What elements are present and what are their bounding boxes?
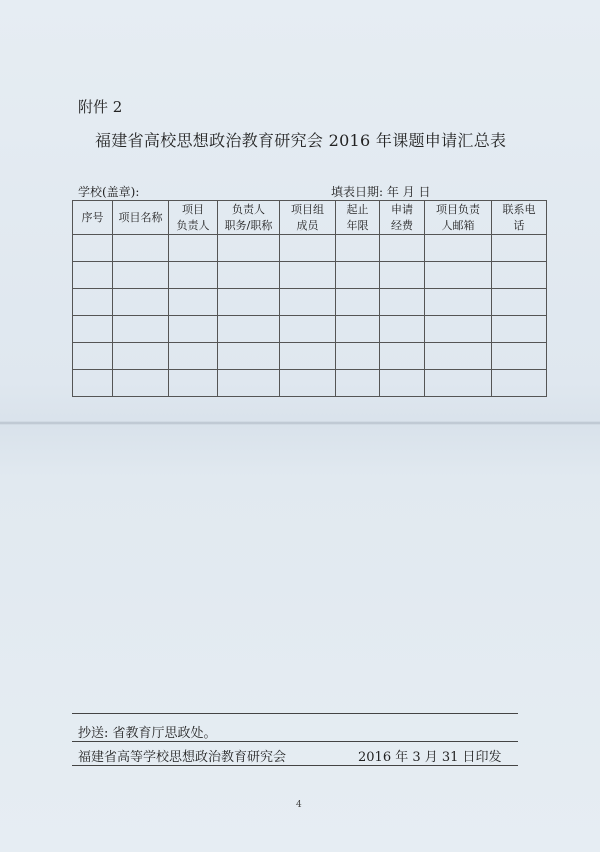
table-cell [425, 370, 492, 397]
table-cell [336, 370, 380, 397]
table-cell [218, 289, 280, 316]
column-header-line: 负责人 [176, 218, 210, 232]
document-title: 福建省高校思想政治教育研究会 2016 年课题申请汇总表 [95, 131, 507, 150]
column-header [218, 201, 280, 235]
table-body [73, 235, 547, 397]
column-header-line: 人邮箱 [441, 218, 475, 232]
column-header [73, 201, 113, 235]
column-header [169, 201, 218, 235]
table-cell [218, 343, 280, 370]
table-cell [336, 289, 380, 316]
table-cell [169, 289, 218, 316]
table-cell [425, 262, 492, 289]
table-cell [169, 370, 218, 397]
table-cell [492, 343, 547, 370]
table-cell [218, 370, 280, 397]
table-row [73, 289, 547, 316]
table-cell [380, 316, 425, 343]
table-cell [425, 289, 492, 316]
table-header-row [73, 201, 547, 235]
table-cell [425, 316, 492, 343]
table-cell [380, 343, 425, 370]
column-header-line: 序号 [81, 210, 104, 224]
table-cell [113, 262, 169, 289]
table-cell [218, 235, 280, 262]
table-row [73, 370, 547, 397]
table-row [73, 316, 547, 343]
table-cell [113, 289, 169, 316]
school-seal-label: 学校(盖章): [78, 185, 140, 199]
column-header [280, 201, 336, 235]
table-cell [280, 235, 336, 262]
column-header [492, 201, 547, 235]
column-header [380, 201, 425, 235]
table-cell [218, 316, 280, 343]
column-header [425, 201, 492, 235]
attachment-label: 附件 2 [78, 98, 123, 116]
table-row [73, 262, 547, 289]
table-cell [336, 343, 380, 370]
table-cell [113, 343, 169, 370]
page-number: 4 [296, 800, 302, 810]
table-cell [336, 235, 380, 262]
column-header-line: 联系电 [502, 202, 536, 216]
footer-rule-bottom [72, 765, 518, 766]
table-cell [380, 370, 425, 397]
table-cell [73, 316, 113, 343]
column-header-line: 成员 [296, 218, 319, 232]
issue-date: 2016 年 3 月 31 日印发 [358, 750, 502, 765]
table-cell [169, 262, 218, 289]
table-cell [280, 343, 336, 370]
cc-line: 抄送: 省教育厅思政处。 [78, 726, 217, 741]
fill-date-label: 填表日期: 年 月 日 [331, 185, 431, 199]
table-cell [280, 370, 336, 397]
table-cell [492, 262, 547, 289]
table-row [73, 343, 547, 370]
table-cell [169, 235, 218, 262]
table-cell [380, 235, 425, 262]
table-cell [73, 235, 113, 262]
table-cell [425, 343, 492, 370]
footer-rule-top [72, 713, 518, 714]
table-cell [492, 289, 547, 316]
table-cell [492, 370, 547, 397]
table-cell [73, 289, 113, 316]
table-cell [280, 262, 336, 289]
column-header-line: 项目组 [291, 202, 324, 216]
footer-rule-middle [72, 741, 518, 742]
table-cell [336, 316, 380, 343]
column-header-line: 话 [513, 218, 525, 232]
table-cell [73, 343, 113, 370]
table-cell [73, 370, 113, 397]
table-row [73, 235, 547, 262]
column-header-line: 申请 [391, 202, 413, 216]
table-cell [492, 235, 547, 262]
table-cell [425, 235, 492, 262]
column-header-line: 项目名称 [118, 210, 163, 224]
column-header-line: 起止 [346, 202, 369, 216]
column-header-line: 职务/职称 [224, 218, 273, 232]
table-cell [73, 262, 113, 289]
column-header-line: 经费 [391, 218, 413, 232]
table-cell [380, 289, 425, 316]
application-summary-table [72, 200, 547, 397]
table-cell [280, 289, 336, 316]
column-header-line: 负责人 [232, 202, 265, 216]
table-cell [336, 262, 380, 289]
column-header [113, 201, 169, 235]
page-fold-crease [0, 421, 600, 425]
column-header-line: 年限 [346, 218, 369, 232]
column-header-line: 项目 [182, 202, 204, 216]
table-cell [113, 316, 169, 343]
table-cell [218, 262, 280, 289]
issuing-organization: 福建省高等学校思想政治教育研究会 [78, 750, 287, 765]
table-cell [492, 316, 547, 343]
column-header-line: 项目负责 [436, 202, 480, 216]
table-cell [113, 235, 169, 262]
table-cell [280, 316, 336, 343]
table-cell [113, 370, 169, 397]
table-cell [169, 343, 218, 370]
table-cell [169, 316, 218, 343]
column-header [336, 201, 380, 235]
table-cell [380, 262, 425, 289]
